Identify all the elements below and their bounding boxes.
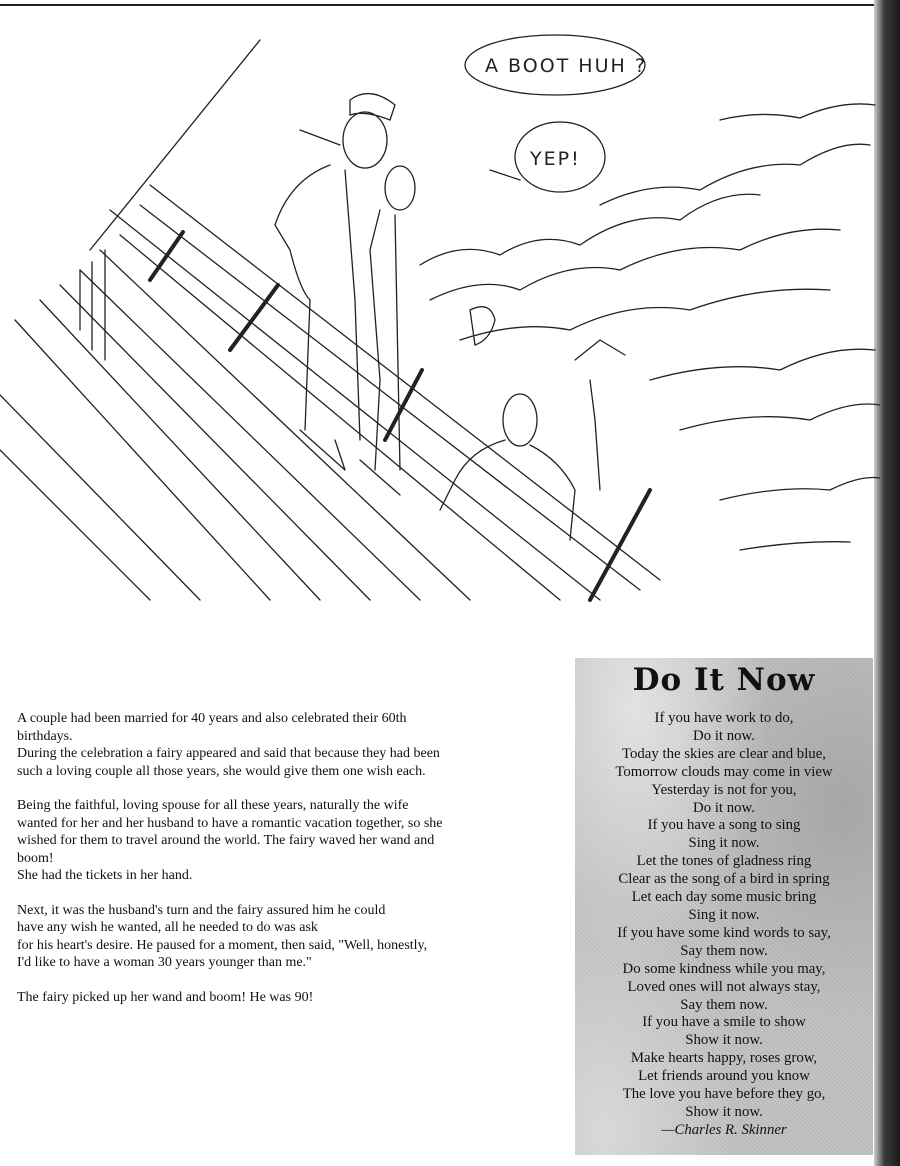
poem-line: Do it now. [693, 799, 755, 816]
poem-line: Sing it now. [688, 835, 760, 852]
joke-text [17, 710, 567, 1023]
poem-line: Tomorrow clouds may come in view [615, 763, 833, 780]
poem-line: If you have a smile to show [642, 1014, 806, 1031]
poem-line: Say them now. [680, 996, 768, 1013]
joke-paragraph-3: Next, it was the husband's turn and the fairy assured him he could have any wish he wanted, all he needed to do was ask for his heart's desire. He paused for a moment, then said, "Well, honestly, I'd like to have a woman 30 years younger than me." [17, 902, 428, 970]
speech-bubble-answer: YEP! [530, 148, 581, 170]
poem-line: The love you have before they go, [622, 1086, 826, 1103]
poem-line: Yesterday is not for you, [651, 781, 797, 798]
poem-line: Let each day some music bring [631, 889, 817, 906]
poem-line: Show it now. [685, 1032, 763, 1049]
poem-lines [575, 710, 873, 1140]
poem-line: If you have a song to sing [647, 817, 801, 834]
poem-line: If you have work to do, [654, 710, 794, 726]
poem-line: Let friends around you know [638, 1068, 810, 1085]
poem-line: Show it now. [685, 1103, 763, 1120]
poem-line: Today the skies are clear and blue, [622, 745, 826, 762]
poem-author: —Charles R. Skinner [661, 1121, 787, 1138]
poem-line: Do it now. [693, 727, 755, 744]
poem-line: If you have some kind words to say, [617, 924, 831, 941]
poem-line: Loved ones will not always stay, [627, 978, 821, 995]
poem-line: Sing it now. [688, 906, 760, 923]
poem-line: Clear as the song of a bird in spring [618, 871, 830, 888]
poem-line: Let the tones of gladness ring [636, 853, 812, 870]
poem-title: Do It Now [632, 662, 816, 698]
poem-line: Do some kindness while you may, [622, 960, 826, 977]
joke-paragraph-4: The fairy picked up her wand and boom! He was 90! [17, 989, 314, 1005]
poem-line: Make hearts happy, roses grow, [630, 1050, 818, 1067]
speech-bubble-question: A BOOT HUH ? [485, 55, 647, 77]
joke-paragraph-1: A couple had been married for 40 years and also celebrated their 60th birthdays. During the celebration a fairy appeared and said that because they had been such a loving couple all those years, she would give them one wish each. [17, 711, 440, 779]
poem-line: Say them now. [680, 942, 768, 959]
joke-paragraph-2: Being the faithful, loving spouse for all these years, naturally the wife wanted for her and her husband to have a romantic vacation together, so she wished for them to travel around the world. The fairy waved her wand and boom! She had the tickets in her hand. [17, 798, 443, 883]
poem-box [575, 658, 873, 1155]
